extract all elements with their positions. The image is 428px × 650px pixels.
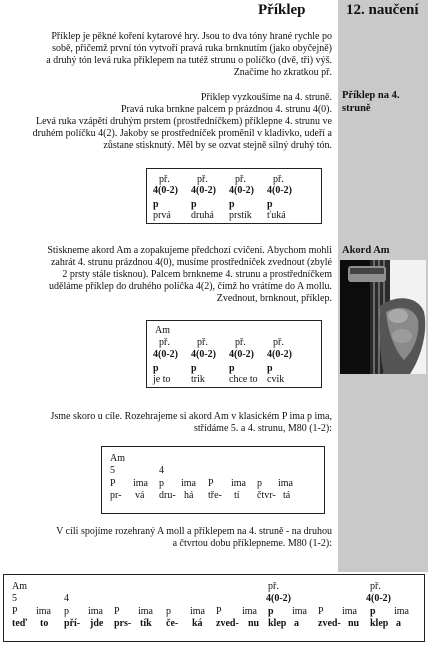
finger-label: P bbox=[114, 606, 120, 617]
finger-label: P bbox=[12, 606, 18, 617]
lyric-syllable: pr- bbox=[110, 490, 122, 501]
chord-name: Am bbox=[155, 325, 170, 336]
finger-label: P bbox=[216, 606, 222, 617]
text-line: sobě, přičemž první tón vytvoří pravá ruka brnknutím (jako obyčejně) bbox=[52, 43, 332, 54]
finger-label: ima bbox=[342, 606, 357, 617]
finger-label: ima bbox=[181, 478, 196, 489]
chord-name: Am bbox=[110, 453, 125, 464]
text-line: Příklep vyzkoušíme na 4. struně. bbox=[200, 92, 332, 103]
finger-label: ima bbox=[133, 478, 148, 489]
fret-notes: 4(0-2) bbox=[191, 185, 216, 196]
fret-notes: 4(0-2) bbox=[191, 349, 216, 360]
finger-p: p bbox=[191, 363, 197, 374]
fret-notes: 4(0-2) bbox=[153, 185, 178, 196]
lyric-word: cvik bbox=[267, 374, 285, 385]
text-line: 2 prsty stále tisknou). Palcem brnkneme 4. strunu a prostředníčkem bbox=[62, 269, 332, 280]
finger-p: p bbox=[267, 199, 273, 210]
priklep-mark: př. bbox=[159, 174, 170, 185]
text-line: zahrát 4. strunu prázdnou 4(0), musíme prostředníček zvednout (zbylé bbox=[50, 257, 332, 268]
text-line: druhém políčku 4(2). Jakoby se prostředníček proměnil v kladívko, udeří a bbox=[32, 128, 332, 139]
finger-p: p bbox=[267, 363, 273, 374]
lyric-syllable: tí bbox=[234, 490, 240, 501]
exercise2-box bbox=[146, 320, 322, 388]
lyric-syllable: nu bbox=[248, 618, 260, 629]
lyric-syllable: a bbox=[396, 618, 401, 629]
string-number: 4 bbox=[159, 465, 164, 476]
lyric-syllable: há bbox=[184, 490, 194, 501]
text-line: střídáme 5. a 4. strunu, M80 (1-2): bbox=[193, 423, 332, 434]
text-line: Levá ruka vzápětí druhým prstem (prostředníčkem) příklepne 4. strunu ve bbox=[35, 116, 332, 127]
lyric-syllable: zved- bbox=[318, 618, 341, 629]
priklep-mark: př. bbox=[235, 174, 246, 185]
side-note-line: struně bbox=[342, 103, 371, 114]
lyric-syllable: čtvr- bbox=[257, 490, 276, 501]
fret-notes: 4(0-2) bbox=[153, 349, 178, 360]
finger-label: ima bbox=[242, 606, 257, 617]
finger-label: ima bbox=[231, 478, 246, 489]
finger-label: p bbox=[257, 478, 262, 489]
text-line: Příklep je pěkné koření kytarové hry. Jsou to dva tóny hrané rychle po bbox=[51, 31, 332, 42]
fret-notes: 4(0-2) bbox=[229, 185, 254, 196]
finger-label: p bbox=[159, 478, 164, 489]
finger-p: p bbox=[191, 199, 197, 210]
finger-p: p bbox=[153, 363, 159, 374]
priklep-mark: př. bbox=[268, 581, 279, 592]
exercise1-paragraph bbox=[18, 92, 332, 152]
lyric-word: trik bbox=[191, 374, 205, 385]
finger-label: ima bbox=[394, 606, 409, 617]
lyric-syllable: če- bbox=[166, 618, 179, 629]
finger-label: ima bbox=[278, 478, 293, 489]
priklep-mark: př. bbox=[197, 337, 208, 348]
side-note-line: Příklep na 4. bbox=[342, 90, 400, 101]
lyric-word: chce to bbox=[229, 374, 258, 385]
lyric-word: druhá bbox=[191, 210, 214, 221]
text-line: uděláme příklep do druhého políčka 4(2), čímž ho vrátíme do A mollu. bbox=[49, 281, 332, 292]
fret-notes: 4(0-2) bbox=[229, 349, 254, 360]
text-line: Pravá ruka brnkne palcem p prázdnou 4. strunu 4(0). bbox=[120, 104, 332, 115]
lyric-syllable: tá bbox=[283, 490, 291, 501]
finger-label: ima bbox=[292, 606, 307, 617]
exercise4-paragraph bbox=[18, 526, 332, 550]
lyric-syllable: to bbox=[40, 618, 49, 629]
finger-label: ima bbox=[88, 606, 103, 617]
text-line: Jsme skoro u cíle. Rozehrajeme si akord Am v klasickém P ima p ima, bbox=[50, 411, 332, 422]
finger-label: ima bbox=[138, 606, 153, 617]
priklep-mark: př. bbox=[197, 174, 208, 185]
finger-label: P bbox=[208, 478, 214, 489]
exercise3-paragraph bbox=[18, 411, 332, 435]
lyric-syllable: tře- bbox=[208, 490, 222, 501]
string-number: 5 bbox=[12, 593, 17, 604]
text-line: Zvednout, brnknout, příklep. bbox=[216, 293, 332, 304]
finger-label: ima bbox=[190, 606, 205, 617]
lyric-syllable: ká bbox=[192, 618, 203, 629]
lyric-syllable: dru- bbox=[159, 490, 176, 501]
exercise2-paragraph bbox=[18, 245, 332, 305]
finger-label: ima bbox=[36, 606, 51, 617]
lyric-syllable: jde bbox=[90, 618, 104, 629]
lyric-syllable: klep bbox=[370, 618, 389, 629]
chapter-heading: 12. naučení bbox=[346, 2, 419, 18]
priklep-mark: př. bbox=[370, 581, 381, 592]
finger-p: p bbox=[229, 363, 235, 374]
intro-paragraph bbox=[18, 31, 332, 79]
guitar-hand-photo bbox=[340, 260, 426, 374]
lyric-syllable: a bbox=[294, 618, 299, 629]
text-line: a druhý tón levá ruka příklepem na tutéž strunu o políčko (dvě, tři) výš. bbox=[46, 55, 332, 66]
exercise3-box bbox=[101, 446, 325, 514]
finger-label: p bbox=[268, 606, 274, 617]
page-title: Příklep bbox=[258, 2, 306, 18]
lyric-syllable: prs- bbox=[114, 618, 132, 629]
lyric-word: prstík bbox=[229, 210, 252, 221]
text-line: a čtvrtou dobu příklepneme. M80 (1-2): bbox=[172, 538, 332, 549]
finger-label: p bbox=[166, 606, 171, 617]
finger-p: p bbox=[229, 199, 235, 210]
text-line: V cíli spojíme rozehraný A moll a příklepem na 4. struně - na druhou bbox=[56, 526, 332, 537]
priklep-mark: př. bbox=[273, 337, 284, 348]
exercise1-box bbox=[146, 168, 322, 224]
lyric-syllable: tík bbox=[140, 618, 152, 629]
side-note-am: Akord Am bbox=[342, 245, 390, 256]
fret-notes: 4(0-2) bbox=[366, 593, 391, 604]
exercise4-box bbox=[3, 574, 425, 642]
string-number: 5 bbox=[110, 465, 115, 476]
priklep-mark: př. bbox=[159, 337, 170, 348]
lyric-syllable: klep bbox=[268, 618, 287, 629]
lyric-syllable: vá bbox=[135, 490, 145, 501]
fret-notes: 4(0-2) bbox=[266, 593, 291, 604]
lyric-word: prvá bbox=[153, 210, 171, 221]
chord-name: Am bbox=[12, 581, 27, 592]
finger-label: P bbox=[110, 478, 116, 489]
text-line: zůstane stisknutý. Měl by se ozvat stejně silný druhý tón. bbox=[103, 140, 332, 151]
lyric-word: je to bbox=[153, 374, 171, 385]
lyric-word: ťuká bbox=[267, 210, 286, 221]
fret-notes: 4(0-2) bbox=[267, 349, 292, 360]
finger-label: P bbox=[318, 606, 324, 617]
side-note-priklep bbox=[342, 89, 426, 115]
text-line: Stiskneme akord Am a zopakujeme předchozí cvičení. Abychom mohli bbox=[47, 245, 332, 256]
finger-label: p bbox=[64, 606, 69, 617]
string-number: 4 bbox=[64, 593, 69, 604]
lyric-syllable: pří- bbox=[64, 618, 81, 629]
lyric-syllable: teď bbox=[12, 618, 28, 629]
lyric-syllable: nu bbox=[348, 618, 360, 629]
priklep-mark: př. bbox=[273, 174, 284, 185]
finger-p: p bbox=[153, 199, 159, 210]
fret-notes: 4(0-2) bbox=[267, 185, 292, 196]
guitar-hand-image bbox=[340, 260, 426, 374]
lyric-syllable: zved- bbox=[216, 618, 239, 629]
priklep-mark: př. bbox=[235, 337, 246, 348]
finger-label: p bbox=[370, 606, 376, 617]
text-line: Značíme ho zkratkou př. bbox=[233, 67, 332, 78]
